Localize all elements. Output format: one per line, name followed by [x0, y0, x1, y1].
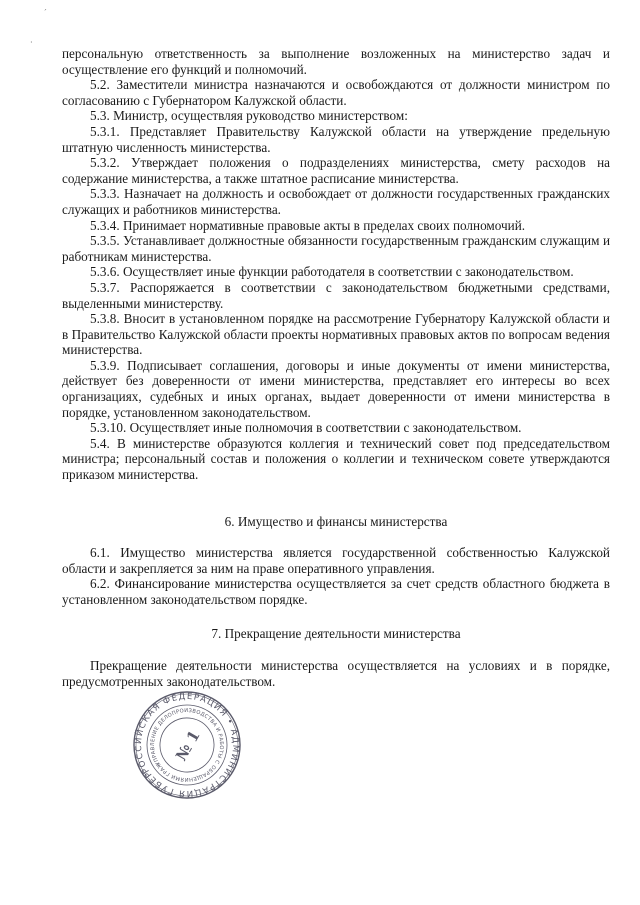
paragraph-5-4: 5.4. В министерстве образуются коллегия и технический совет под председательством министра; персональный состав и положения о коллегии и техническом совете утверждаются приказом министерства.	[62, 435, 610, 483]
seal-inner-text: УПРАВЛЕНИЕ ДЕЛОПРОИЗВОДСТВА И РАБОТЫ С ОБРАЩЕНИЯМИ ГРАЖДАН	[149, 707, 225, 783]
section-7-body	[62, 658, 610, 689]
paragraph-5-3-6: 5.3.6. Осуществляет иные функции работодателя в соответствии с законодательством.	[90, 264, 574, 280]
paragraph: персональную ответственность за выполнение возложенных на министерство задач и осуществление его функций и полномочий.	[62, 46, 610, 77]
official-seal	[132, 690, 242, 800]
paragraph-5-3: 5.3. Министр, осуществляя руководство министерством:	[90, 108, 408, 124]
paragraph-7-1: Прекращение деятельности министерства осуществляется на условиях и в порядке, предусмотренных законодательством.	[62, 658, 610, 689]
paragraph-5-3-7: 5.3.7. Распоряжается в соответствии с законодательством бюджетными средствами, выделенными министерству.	[62, 279, 610, 311]
paragraph-5-3-1: 5.3.1. Представляет Правительству Калужской области на утверждение предельную штатную численность министерства.	[62, 123, 610, 155]
paragraph-5-3-3: 5.3.3. Назначает на должность и освобождает от должности государственных гражданских служащих и работников министерства.	[62, 186, 610, 217]
paragraph-6-2: 6.2. Финансирование министерства осуществляется за счет средств областного бюджета в установленном законодательством порядке.	[62, 576, 610, 607]
scan-speck: ˊ	[44, 8, 47, 17]
scan-speck: ·	[30, 38, 33, 47]
section-7-heading: 7. Прекращение деятельности министерства	[211, 626, 461, 641]
paragraph-5-3-4: 5.3.4. Принимает нормативные правовые акты в пределах своих полномочий.	[90, 217, 526, 233]
section-6-body	[62, 545, 610, 607]
section-5-body	[62, 46, 610, 483]
paragraph-5-3-10: 5.3.10. Осуществляет иные полномочия в соответствии с законодательством.	[90, 420, 522, 436]
paragraph-5-3-9: 5.3.9. Подписывает соглашения, договоры и иные документы от имени министерства, действует без доверенности от имени министерства, представляет его интересы во всех организациях, судебных и иных органах, выдает доверенности от имени министерства в порядке, установленном законодательством.	[62, 357, 610, 420]
paragraph-5-2: 5.2. Заместители министра назначаются и освобождаются от должности министром по согласованию с Губернатором Калужской области.	[62, 77, 610, 108]
seal-center-number: № 1	[172, 727, 204, 764]
seal-outer-text: РОССИЙСКАЯ ФЕДЕРАЦИЯ • АДМИНИСТРАЦИЯ ГУБЕРНАТОРА	[133, 691, 241, 799]
paragraph-5-3-5: 5.3.5. Устанавливает должностные обязанности государственным гражданским служащим и работникам министерства.	[62, 233, 610, 264]
paragraph-5-3-8: 5.3.8. Вносит в установленном порядке на рассмотрение Губернатору Калужской области и в Правительство Калужской области проекты нормативных правовых актов по вопросам ведения министерства.	[62, 311, 610, 358]
paragraph-5-3-2: 5.3.2. Утверждает положения о подразделениях министерства, смету расходов на содержание министерства, а также штатное расписание министерства.	[62, 155, 610, 186]
paragraph-6-1: 6.1. Имущество министерства является государственной собственностью Калужской области и закрепляется за ним на праве оперативного управления.	[62, 545, 610, 576]
section-6-heading: 6. Имущество и финансы министерства	[224, 514, 448, 529]
